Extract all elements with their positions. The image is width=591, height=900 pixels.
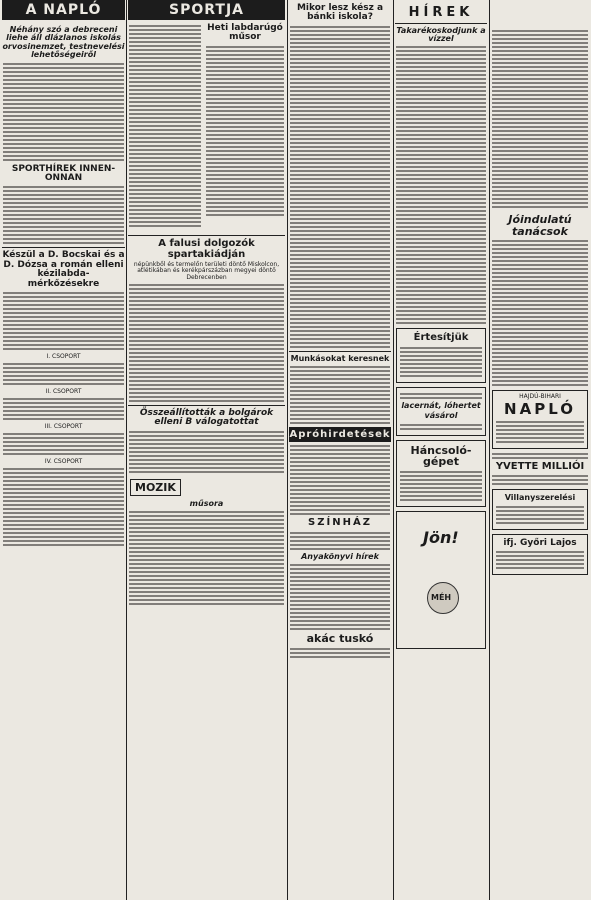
headline-spartakiad: A falusi dolgozók spartakiádján	[158, 238, 255, 260]
mozik-box: MOZIK	[130, 479, 181, 496]
body-text	[3, 292, 124, 350]
group-2: II. CSOPORT	[45, 388, 82, 396]
mozik-subtitle: műsora	[189, 498, 224, 508]
headline-notice: Értesítjük	[413, 332, 469, 344]
body-text	[129, 431, 284, 473]
group-1: I. CSOPORT	[46, 353, 81, 361]
ad-machine	[396, 440, 486, 507]
column-5	[491, 0, 589, 900]
column-3	[289, 0, 391, 900]
body-text	[290, 366, 390, 424]
ad-meh	[396, 511, 486, 649]
headline-theatre: SZÍNHÁZ	[308, 517, 372, 529]
ad-clover-title: lacernát, lóhertet	[401, 400, 481, 410]
headline-weekly-football: Heti labdarúgó műsor	[207, 23, 283, 43]
naplo-region: HAJDÚ-BIHARI	[519, 393, 561, 401]
column-4	[395, 0, 487, 900]
body-text	[290, 445, 390, 515]
masthead-left: A NAPLÓ	[2, 0, 125, 20]
headline-bank-school: Mikor lesz kész a bánki iskola?	[296, 3, 384, 23]
headline-acacia: akác tuskó	[306, 632, 374, 646]
column-1	[2, 0, 125, 900]
body-text	[3, 186, 124, 244]
ad-clover	[396, 387, 486, 436]
body-text	[396, 46, 486, 324]
subheadline-spartakiad: népünkből és termelőn területi döntő Miskolcon, atlétikában és kerékpárszázban megyei döntő Debrecenben	[133, 261, 280, 281]
ad-clover-buy: vásárol	[424, 411, 458, 421]
classifieds-banner: Apróhirdetések	[289, 429, 391, 441]
body-text	[492, 240, 588, 386]
column-2	[128, 0, 285, 900]
body-text	[129, 511, 284, 605]
naplo-title: NAPLÓ	[504, 400, 576, 419]
body-text	[3, 63, 124, 161]
headline-news: HÍREK	[408, 5, 474, 20]
meh-label: MÉH	[431, 592, 452, 602]
ad-gyori-title: ifj. Győri Lajos	[503, 537, 577, 548]
headline-advice: Jóindulatú tanácsok	[508, 213, 572, 238]
body-text	[290, 532, 390, 550]
group-4: IV. CSOPORT	[44, 458, 83, 466]
ad-machine-title: Háncsoló-gépet	[410, 443, 472, 469]
headline-yvette: YVETTE MILLIÓI	[495, 460, 585, 472]
ad-gyori	[492, 534, 588, 575]
headline-school-health: Néhány szó a debreceni liehe áll dlázlanos iskolás orvosinemzet, testnevelési lehetőségeiről	[2, 25, 125, 60]
body-text	[206, 46, 284, 216]
body-text	[129, 23, 201, 229]
body-text	[290, 26, 390, 348]
headline-save-water: Takarékoskodjunk a vízzel	[396, 25, 486, 44]
group-3: III. CSOPORT	[44, 423, 83, 431]
ad-electrical-title: Villanyszerelési	[504, 493, 576, 503]
headline-registry: Anyakönyvi hírek	[301, 551, 379, 561]
ad-coming: Jön!	[423, 527, 459, 547]
headline-handball: Készül a D. Bocskai és a D. Dózsa a román elleni kézilabda-mérkőzésekre	[2, 250, 125, 289]
body-text	[492, 30, 588, 208]
ad-notice	[396, 328, 486, 383]
masthead-section: SPORTJA	[128, 0, 285, 20]
body-text	[290, 564, 390, 630]
headline-sporthirek: SPORTHÍREK INNEN-ONNAN	[11, 163, 116, 183]
ad-naplo	[492, 390, 588, 449]
body-text	[129, 284, 284, 402]
headline-bulgarian-team: Összeállították a bolgárok elleni B válogatottat	[139, 407, 274, 428]
headline-workers-wanted: Munkásokat keresnek	[290, 353, 390, 363]
ad-electrical	[492, 489, 588, 529]
